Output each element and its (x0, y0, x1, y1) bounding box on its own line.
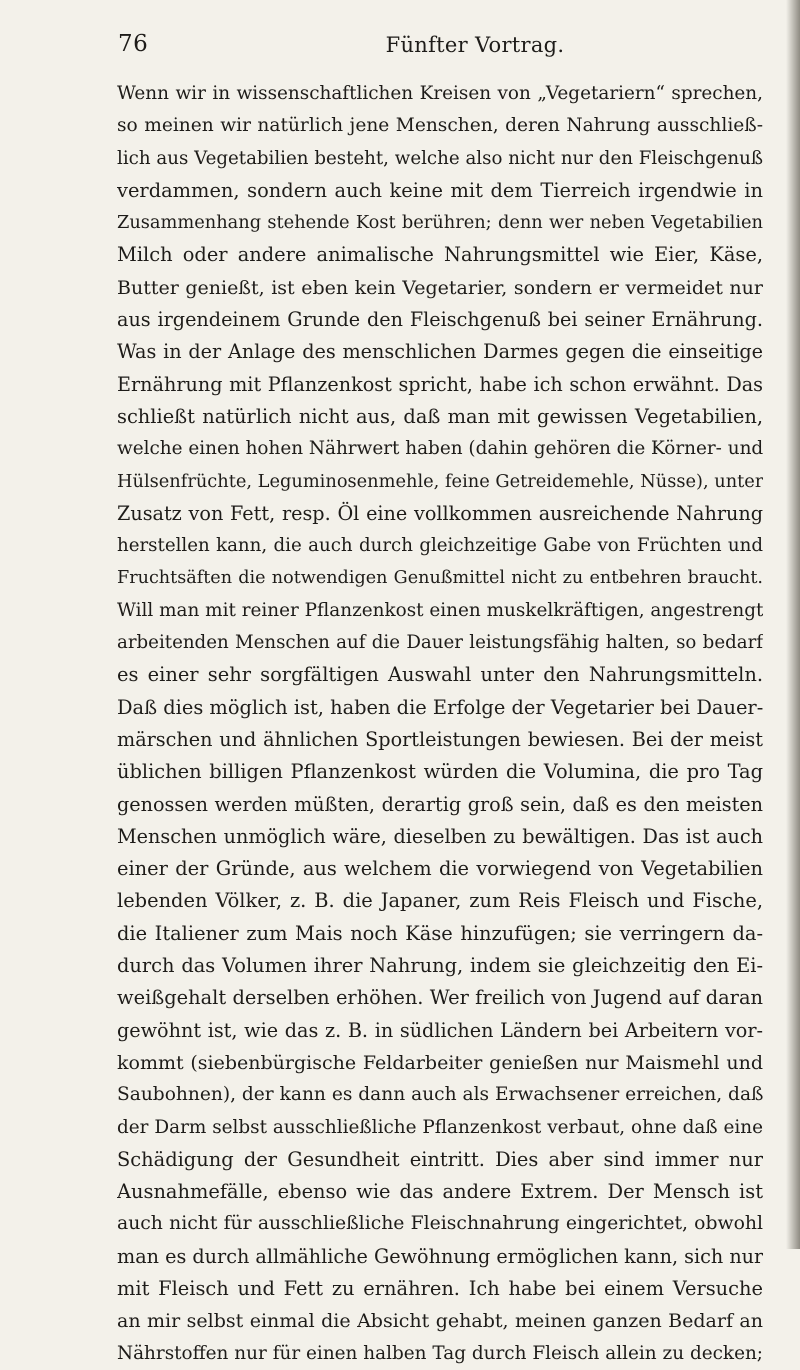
text-line: durch das Volumen ihrer Nahrung, indem sie gleichzeitig den Ei- (117, 954, 763, 978)
text-line: arbeitenden Menschen auf die Dauer leistungsfähig halten, so bedarf (117, 632, 763, 654)
text-line: so meinen wir natürlich jene Menschen, deren Nahrung ausschließ- (117, 115, 763, 137)
text-line: Butter genießt, ist eben kein Vegetarier, sondern er vermeidet nur (117, 276, 763, 299)
text-line: Menschen unmöglich wäre, dieselben zu bewältigen. Das ist auch (117, 824, 763, 848)
text-line: mit Fleisch und Fett zu ernähren. Ich habe bei einem Versuche (117, 1276, 763, 1300)
running-head: Fünfter Vortrag. (385, 33, 565, 57)
text-line: auch nicht für ausschließliche Fleischnahrung eingerichtet, obwohl (117, 1213, 763, 1235)
text-line: herstellen kann, die auch durch gleichzeitige Gabe von Früchten und (117, 535, 763, 557)
text-line: welche einen hohen Nährwert haben (dahin gehören die Körner- und (117, 438, 763, 460)
text-line: aus irgendeinem Grunde den Fleischgenuß bei seiner Ernährung. (117, 308, 763, 332)
text-line: üblichen billigen Pflanzenkost würden die Volumina, die pro Tag (117, 760, 763, 784)
text-line: Milch oder andere animalische Nahrungsmittel wie Eier, Käse, (117, 243, 763, 267)
text-line: verdammen, sondern auch keine mit dem Tierreich irgendwie in (117, 178, 763, 202)
text-line: gewöhnt ist, wie das z. B. in südlichen Ländern bei Arbeitern vor- (117, 1018, 763, 1042)
text-line: schließt natürlich nicht aus, daß man mit gewissen Vegetabilien, (117, 404, 763, 428)
text-line: genossen werden müßten, derartig groß sein, daß es den meisten (117, 792, 763, 816)
text-line: Zusammenhang stehende Kost berühren; denn wer neben Vegetabilien (117, 212, 763, 234)
text-line: Was in der Anlage des menschlichen Darmes gegen die einseitige (117, 340, 763, 364)
text-line: es einer sehr sorgfältigen Auswahl unter den Nahrungsmitteln. (117, 663, 763, 687)
text-line: Nährstoffen nur für einen halben Tag durch Fleisch allein zu decken; (117, 1342, 763, 1364)
text-line: die Italiener zum Mais noch Käse hinzufügen; sie verringern da- (117, 921, 763, 945)
text-line: Wenn wir in wissenschaftlichen Kreisen von „Vegetariern“ sprechen, (117, 83, 763, 104)
text-line: Saubohnen), der kann es dann auch als Erwachsener erreichen, daß (117, 1084, 763, 1106)
text-line: lebenden Völker, z. B. die Japaner, zum Reis Fleisch und Fische, (117, 889, 763, 913)
text-line: Zusatz von Fett, resp. Öl eine vollkommen ausreichende Nahrung (117, 501, 763, 525)
text-line: Ernährung mit Pflanzenkost spricht, habe ich schon erwähnt. Das (117, 372, 763, 396)
page-number: 76 (118, 31, 149, 57)
text-line: Will man mit reiner Pflanzenkost einen muskelkräftigen, angestrengt (117, 599, 763, 621)
text-line: weißgehalt derselben erhöhen. Wer freilich von Jugend auf daran (117, 986, 763, 1010)
text-line: der Darm selbst ausschließliche Pflanzenkost verbaut, ohne daß eine (117, 1116, 763, 1138)
body-text (117, 78, 763, 1370)
text-line: Schädigung der Gesundheit eintritt. Dies aber sind immer nur (117, 1147, 763, 1171)
page-header (0, 28, 800, 64)
text-line: lich aus Vegetabilien besteht, welche also nicht nur den Fleischgenuß (117, 147, 763, 169)
text-line: man es durch allmähliche Gewöhnung ermöglichen kann, sich nur (117, 1244, 763, 1268)
page-edge-shadow (786, 0, 800, 1249)
text-line: Ausnahmefälle, ebenso wie das andere Extrem. Der Mensch ist (117, 1180, 763, 1204)
text-line: Fruchtsäften die notwendigen Genußmittel nicht zu entbehren braucht. (117, 568, 763, 589)
text-line: märschen und ähnlichen Sportleistungen bewiesen. Bei der meist (117, 727, 763, 751)
text-line: an mir selbst einmal die Absicht gehabt, meinen ganzen Bedarf an (117, 1310, 763, 1333)
text-line: kommt (siebenbürgische Feldarbeiter genießen nur Maismehl und (117, 1051, 763, 1074)
text-line: einer der Gründe, aus welchem die vorwiegend von Vegetabilien (117, 857, 763, 881)
text-line: Daß dies möglich ist, haben die Erfolge der Vegetarier bei Dauer- (117, 695, 763, 719)
text-line: Hülsenfrüchte, Leguminosenmehle, feine Getreidemehle, Nüsse), unter (117, 470, 763, 492)
